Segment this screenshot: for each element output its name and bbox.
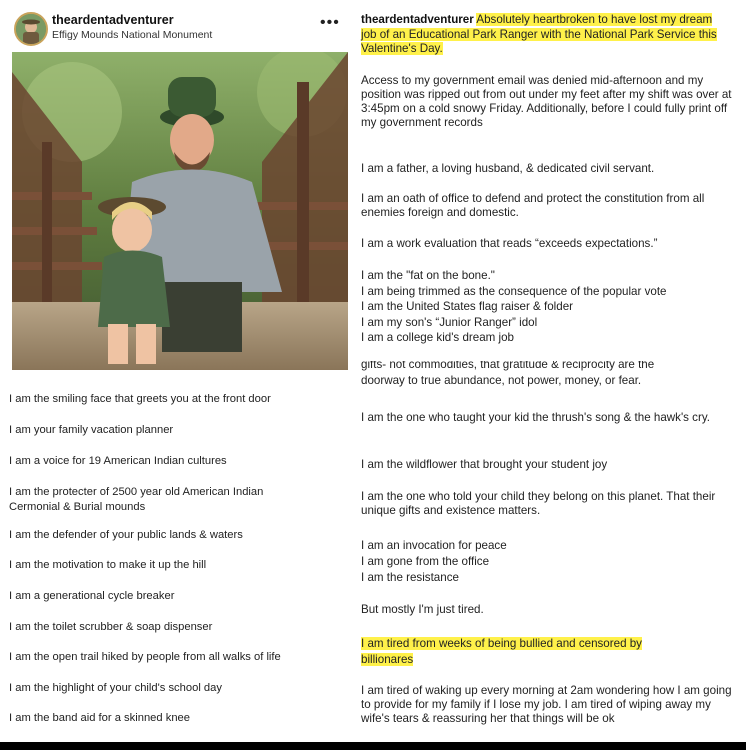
- caption-headline-block: [361, 13, 723, 57]
- caption-list-item: I am the resistance: [361, 571, 459, 584]
- list-item: I am your family vacation planner: [9, 424, 174, 436]
- caption-list-item: I am my son's “Junior Ranger” idol: [361, 315, 538, 329]
- caption-paragraph: I am a work evaluation that reads “exceeds expectations.”: [361, 237, 658, 250]
- caption-paragraph: I am tired of waking up every morning at 2am wondering how I am going to provide for my family if I lose my job. I am tired of wiping away my wife's tears & reassuring her that things will be ok: [361, 684, 732, 726]
- caption-list-item: I am the United States flag raiser & folder: [361, 300, 574, 313]
- list-item: I am the band aid for a skinned knee: [9, 712, 190, 724]
- caption-paragraph: I am an oath of office to defend and protect the constitution from all enemies foreign and domestic.: [361, 192, 705, 219]
- caption-paragraph: doorway to true abundance, not power, money, or fear.: [361, 374, 642, 387]
- caption-list: [361, 268, 736, 346]
- list-item: I am the smiling face that greets you at the front door: [9, 393, 271, 405]
- cutoff-line: gifts- not commodities, that gratitude & reciprocity are the: [361, 361, 655, 371]
- post-location[interactable]: Effigy Mounds National Monument: [52, 29, 213, 41]
- list-item: I am the motivation to make it up the hill: [9, 559, 207, 571]
- bottom-bar: [0, 742, 746, 750]
- post-username[interactable]: theardentadventurer: [52, 13, 174, 27]
- caption-highlight-paragraph: [361, 636, 691, 667]
- caption-list-item: I am the "fat on the bone.": [361, 269, 495, 282]
- caption-paragraph: I am the wildflower that brought your student joy: [361, 458, 608, 471]
- caption-list-item: I am being trimmed as the consequence of the popular vote: [361, 284, 667, 298]
- caption-list-item: I am gone from the office: [361, 555, 490, 568]
- avatar[interactable]: [14, 12, 48, 46]
- caption-list-item: I am a college kid's dream job: [361, 331, 515, 344]
- caption-paragraph: I am the one who told your child they belong on this planet. That their unique gifts and existence matters.: [361, 490, 716, 517]
- ranger-photo-image: [12, 52, 348, 370]
- avatar-photo-icon: [16, 14, 46, 44]
- more-options-button[interactable]: •••: [320, 14, 340, 31]
- caption-list: [361, 538, 736, 586]
- list-item: I am the toilet scrubber & soap dispenser: [9, 621, 213, 633]
- list-item: I am the defender of your public lands & waters: [9, 529, 243, 541]
- caption-paragraph: I am a father, a loving husband, & dedicated civil servant.: [361, 162, 655, 175]
- highlighted-text: I am tired from weeks of being bullied and censored by billionares: [361, 637, 642, 666]
- caption-paragraph: I am the one who taught your kid the thrush's song & the hawk's cry.: [361, 411, 710, 424]
- list-item: I am the protecter of 2500 year old American Indian Cermonial & Burial mounds: [9, 486, 264, 513]
- caption-username[interactable]: theardentadventurer: [361, 13, 474, 26]
- list-item: I am a voice for 19 American Indian cultures: [9, 455, 227, 467]
- caption-paragraph: But mostly I'm just tired.: [361, 603, 484, 616]
- list-item: I am the open trail hiked by people from all walks of life: [9, 651, 281, 663]
- caption-list-item: I am an invocation for peace: [361, 539, 507, 552]
- list-item: I am a generational cycle breaker: [9, 590, 175, 602]
- caption-headline: Absolutely heartbroken to have lost my dream job of an Educational Park Ranger with the National Park Service this Valentine's Day.: [361, 13, 717, 55]
- list-item: I am the highlight of your child's school day: [9, 682, 222, 694]
- post-photo: [12, 52, 348, 370]
- caption-paragraph: Access to my government email was denied mid-afternoon and my position was ripped out from out under my feet after my shift was over at 3:45pm on a cold snowy Friday. Additionally, before I could fully print off my government records: [361, 74, 732, 129]
